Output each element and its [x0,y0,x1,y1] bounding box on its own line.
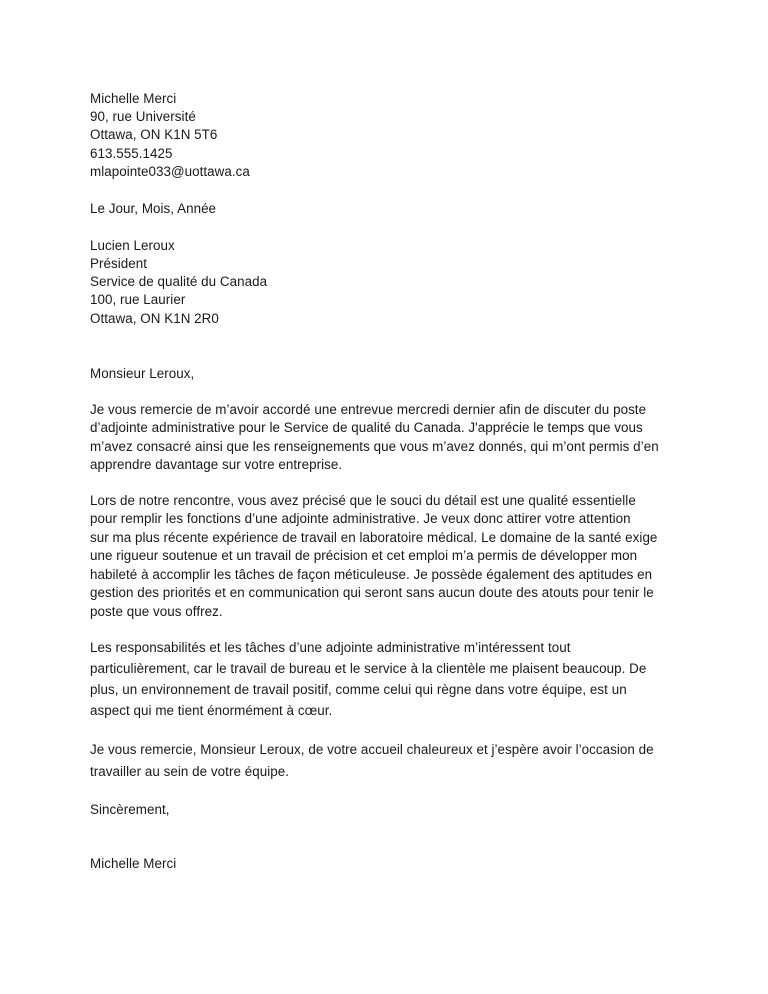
paragraph-4-line: Je vous remercie, Monsieur Leroux, de votre accueil chaleureux et j’espère avoir l’occasion de [90,742,654,757]
recipient-organization: Service de qualité du Canada [90,274,268,289]
letter-date: Le Jour, Mois, Année [90,201,217,216]
sender-name: Michelle Merci [90,91,177,106]
paragraph-4-line: travailler au sein de votre équipe. [90,764,290,779]
paragraph-3-line: Les responsabilités et les tâches d’une adjointe administrative m’intéressent tout [90,640,571,655]
paragraph-2-line: poste que vous offrez. [90,604,223,619]
paragraph-3-line: plus, un environnement de travail positif, comme celui qui règne dans votre équipe, est un [90,682,627,697]
paragraph-2-line: habileté à accomplir les tâches de façon méticuleuse. Je possède également des aptitudes en [90,567,653,582]
recipient-city: Ottawa, ON K1N 2R0 [90,311,219,326]
salutation: Monsieur Leroux, [90,366,195,381]
paragraph-2-line: gestion des priorités et en communication qui seront sans aucun doute des atouts pour tenir le [90,585,654,600]
paragraph-2-line: pour remplir les fonctions d’une adjointe administrative. Je veux donc attirer votre attention [90,511,631,526]
sender-street: 90, rue Université [90,109,196,124]
paragraph-2-line: sur ma plus récente expérience de travail en laboratoire médical. Le domaine de la santé exige [90,530,658,545]
paragraph-2-line: Lors de notre rencontre, vous avez précisé que le souci du détail est une qualité essentielle [90,493,636,508]
sender-city: Ottawa, ON K1N 5T6 [90,127,218,142]
paragraph-3-line: particulièrement, car le travail de bureau et le service à la clientèle me plaisent beaucoup. De [90,661,647,676]
recipient-title: Président [90,256,148,271]
paragraph-3-line: aspect qui me tient énormément à cœur. [90,703,333,718]
paragraph-1-line: Je vous remercie de m’avoir accordé une entrevue mercredi dernier afin de discuter du poste [90,402,647,417]
recipient-name: Lucien Leroux [90,238,175,253]
sender-phone: 613.555.1425 [90,146,173,161]
paragraph-1-line: apprendre davantage sur votre entreprise. [90,457,343,472]
paragraph-1-line: m’avez consacré ainsi que les renseignements que vous m’avez donnés, qui m’ont permis d’en [90,439,659,454]
paragraph-1-line: d’adjointe administrative pour le Service de qualité du Canada. J'apprécie le temps que vous [90,420,643,435]
recipient-street: 100, rue Laurier [90,292,186,307]
sender-email: mlapointe033@uottawa.ca [90,164,250,179]
paragraph-2-line: une rigueur soutenue et un travail de précision et cet emploi m’a permis de développer mon [90,548,638,563]
signature-name: Michelle Merci [90,856,177,871]
closing: Sincèrement, [90,802,170,817]
